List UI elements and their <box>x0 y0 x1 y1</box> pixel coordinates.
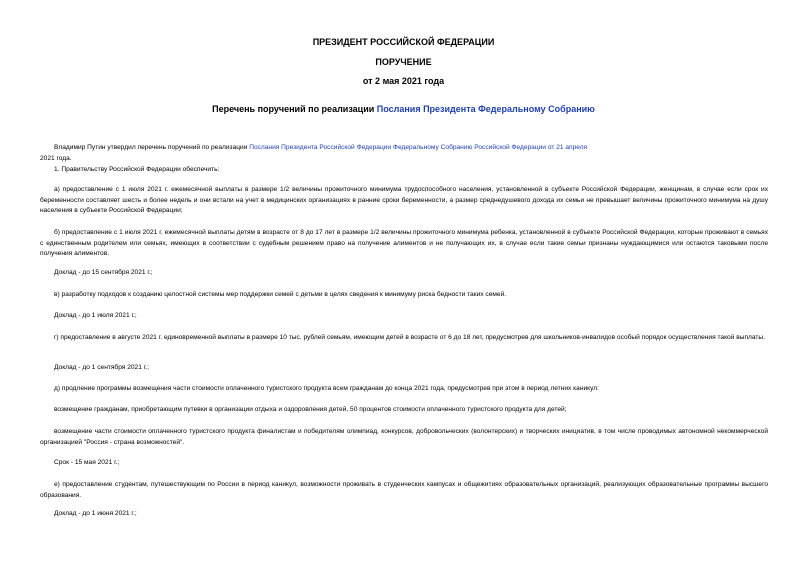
report-4: Доклад - до 1 июня 2021 г.; <box>54 510 137 517</box>
report-2: Доклад - до 1 июля 2021 г.; <box>54 312 137 319</box>
item-a: а) предоставление с 1 июля 2021 г. ежемесячной выплаты в размере 1/2 величины прожиточного минимума трудоспособного населения, установленной в субъекте Российской Федерации, женщинам, в случае если срок их беременности составляет шесть и более недель и они встали на учет в медицинских организациях в ранние сроки беременности, а размер среднедушевого дохода их семьи не превышает величины прожиточного минимума на душу населения в субъекте Российской Федерации; <box>40 186 768 214</box>
intro-suffix: 2021 года. <box>40 154 72 162</box>
doc-title-prefix: Перечень поручений по реализации <box>212 104 377 114</box>
doc-authority: ПРЕЗИДЕНТ РОССИЙСКОЙ ФЕДЕРАЦИИ <box>312 37 495 47</box>
doc-title-link[interactable]: Послания Президента Федеральному Собранию <box>376 104 595 114</box>
item-b: б) предоставление с 1 июля 2021 г. ежемесячной выплаты детям в возрасте от 8 до 17 лет в размере 1/2 величины прожиточного минимума ребенка, установленной в субъекте Российской Федерации, которые проживают в семьях с единственным родителем или семьях, имеющих в соответствии с судебным решением право на получение алиментов и не получающих их, в случае если такие семьи признаны нуждающимися или остаются таковыми после получения алиментов. <box>40 229 768 257</box>
item-v: в) разработку подходов к созданию целостной системы мер поддержки семей с детьми в целях сведения к минимуму риска бедности таких семей. <box>54 291 507 298</box>
item-1: 1. Правительству Российской Федерации обеспечить: <box>54 166 220 173</box>
doc-type: ПОРУЧЕНИЕ <box>375 57 432 67</box>
intro-paragraph <box>40 143 768 164</box>
intro-link[interactable]: Послания Президента Российской Федерации Федеральному Собранию Российской Федерации от 21 апреля <box>249 144 588 151</box>
doc-date: от 2 мая 2021 года <box>362 76 445 86</box>
item-g: г) предоставление в августе 2021 г. единовременной выплаты в размере 10 тыс. рублей семьям, имеющим детей в возрасте от 6 до 18 лет, предусмотрев для школьников-инвалидов особый порядок осуществления такой выплаты. <box>54 334 766 341</box>
item-e: е) предоставление студентам, путешествующим по России в период каникул, возможности проживать в студенческих кампусах и общежитиях образовательных организаций, реализующих образовательные программы высшего образования. <box>40 481 768 499</box>
report-1: Доклад - до 15 сентября 2021 г.; <box>54 269 153 276</box>
deadline-1: Срок - 15 мая 2021 г.; <box>54 459 120 466</box>
intro-prefix: Владимир Путин утвердил перечень поручений по реализации <box>54 144 250 151</box>
doc-title <box>0 104 807 115</box>
item-d1: возмещение гражданам, приобретающим путевки в организации отдыха и оздоровления детей, 50 процентов стоимости оплаченного туристского продукта для детей; <box>54 406 567 413</box>
item-d2: возмещение части стоимости оплаченного туристского продукта финалистам и победителям олимпиад, конкурсов, добровольческих (волонтерских) и творческих инициатив, в том числе проводимых автономной некоммерческой организацией "Россия - страна возможностей". <box>40 428 768 446</box>
item-d: д) продление программы возмещения части стоимости оплаченного туристского продукта всем гражданам до конца 2021 года, предусмотрев при этом в период летних каникул: <box>54 385 599 392</box>
report-3: Доклад - до 1 сентября 2021 г.; <box>54 364 149 371</box>
